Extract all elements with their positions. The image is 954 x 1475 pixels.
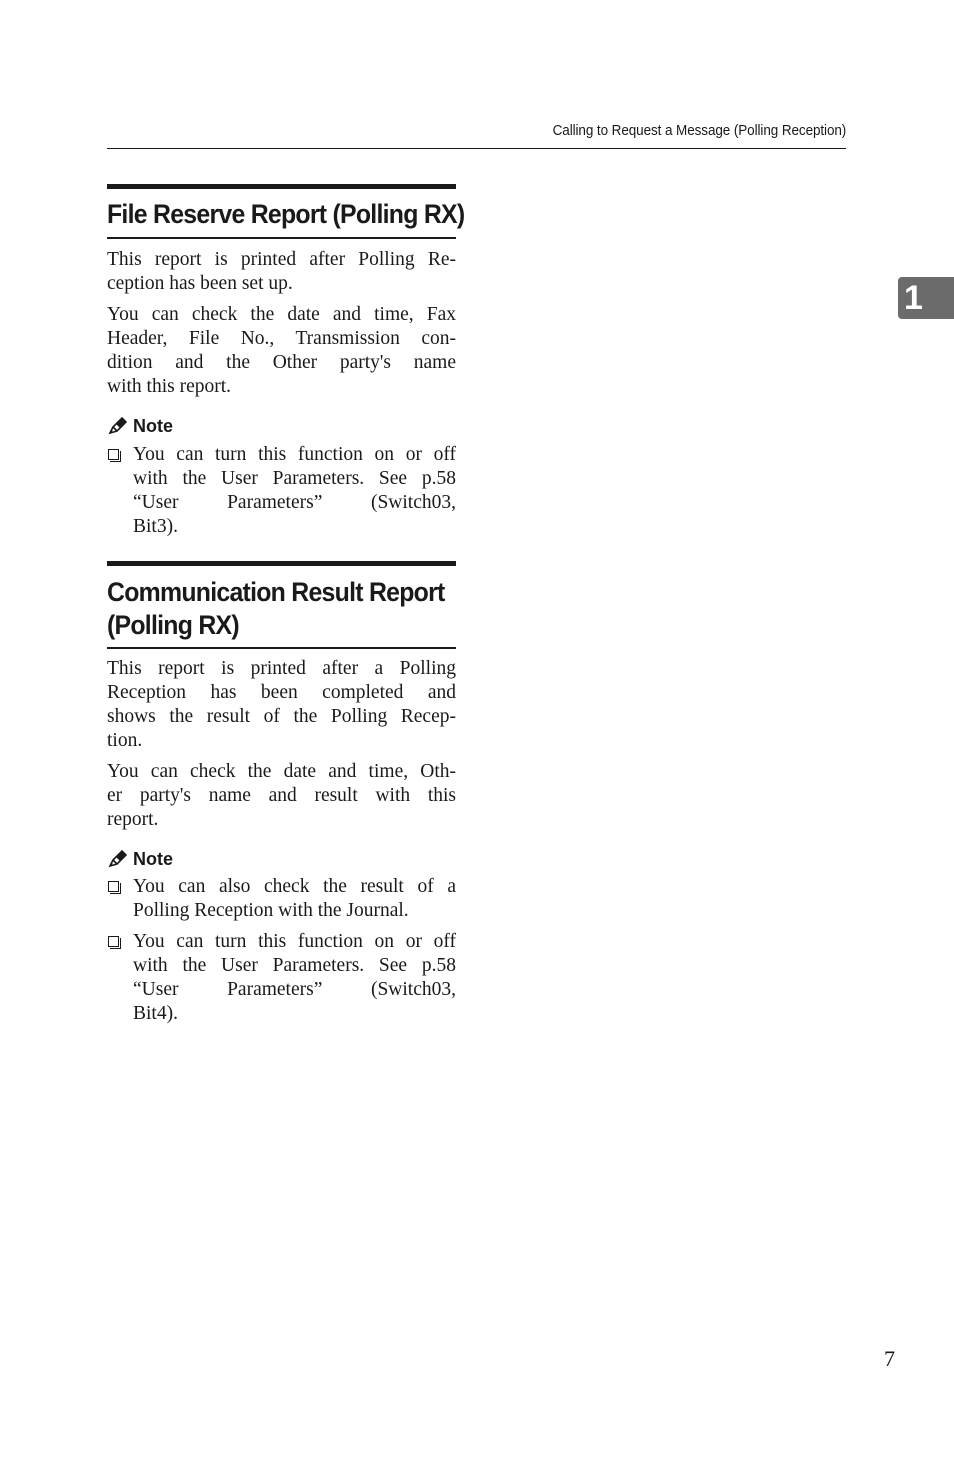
- note-item: You can turn this function on or off with the User Parameters. See p.58 “User Parameters” (Switch03, Bit3).: [107, 443, 456, 539]
- checkbox-bullet-icon: [108, 449, 119, 460]
- note-item: You can turn this function on or off with the User Parameters. See p.58 “User Parameters” (Switch03, Bit4).: [107, 930, 456, 1026]
- running-header: [107, 122, 846, 149]
- section2-paragraph-1: This report is printed after a Polling Reception has been completed and shows the result of the Polling Recep- tion.: [107, 658, 456, 751]
- section-title: Communication Result Report (Polling RX): [107, 561, 456, 649]
- note-heading: Note: [107, 848, 456, 870]
- section-title: File Reserve Report (Polling RX): [107, 184, 456, 239]
- section1-paragraph-2: You can check the date and time, Fax Header, File No., Transmission con- dition and the Other party's name with this report.: [107, 304, 456, 397]
- note-item: You can also check the result of a Polling Reception with the Journal.: [107, 875, 456, 923]
- page-number: 7: [884, 1346, 895, 1371]
- checkbox-bullet-icon: [108, 936, 119, 947]
- section1-paragraph-1: This report is printed after Polling Re- ception has been set up.: [107, 249, 456, 294]
- note-heading: Note: [107, 415, 456, 437]
- checkbox-bullet-icon: [108, 881, 119, 892]
- running-header-title: Calling to Request a Message (Polling Reception): [552, 122, 846, 139]
- section2-paragraph-2: You can check the date and time, Oth- er party's name and result with this report.: [107, 761, 456, 830]
- section-file-reserve-report: [107, 184, 465, 539]
- pencil-icon: [107, 849, 129, 869]
- pencil-icon: [107, 416, 129, 436]
- chapter-tab: 1: [898, 277, 954, 319]
- section-communication-result-report: [107, 561, 456, 1026]
